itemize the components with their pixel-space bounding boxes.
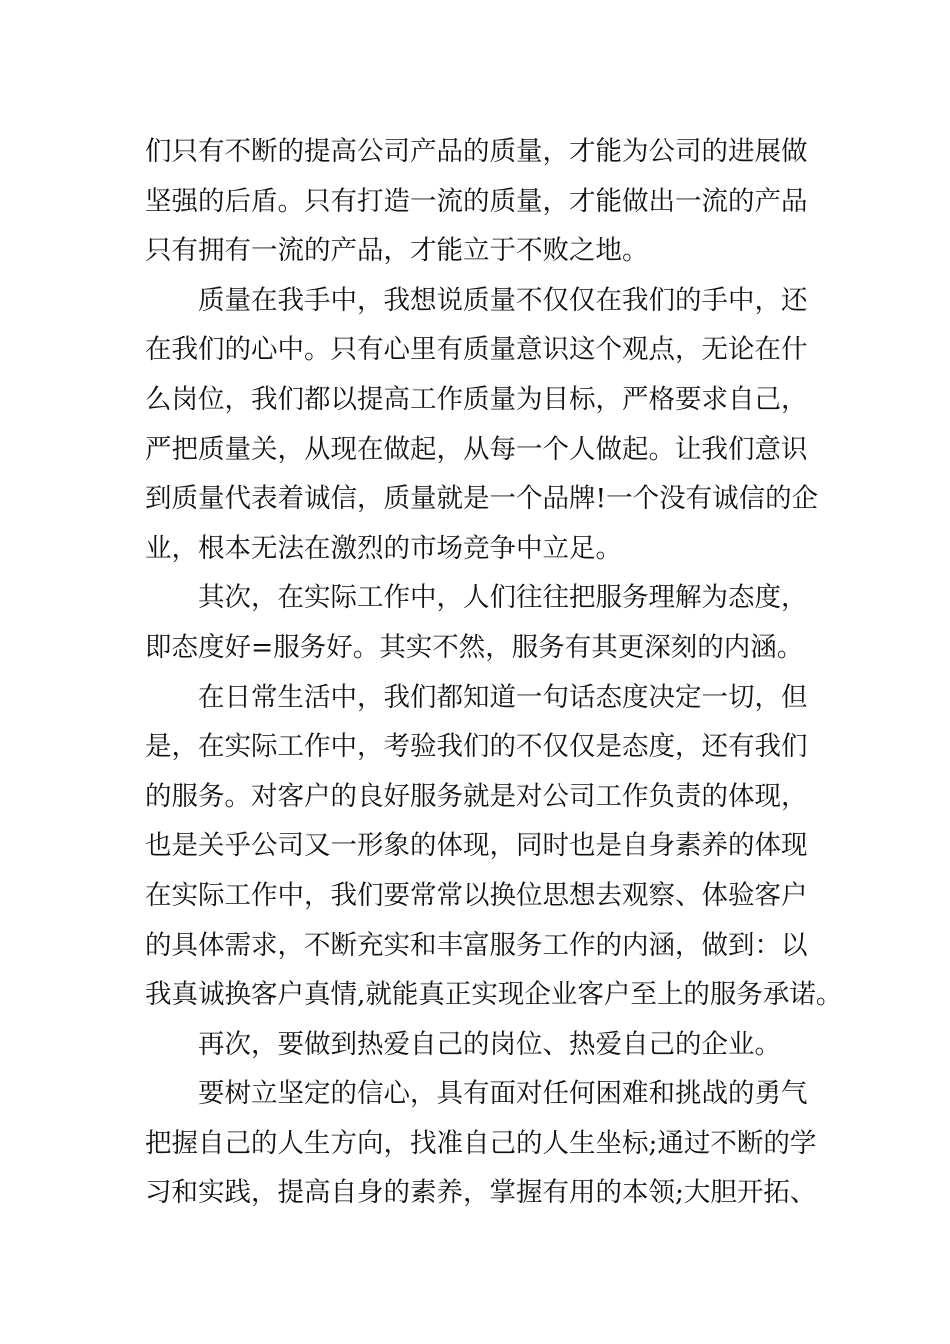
text-line: 只有拥有一流的产品，才能立于不败之地。 — [145, 235, 649, 267]
text-line: 把握自己的人生方向，找准自己的人生坐标;通过不断的学 — [145, 1127, 817, 1159]
text-line: 即态度好=服务好。其实不然，服务有其更深刻的内涵。 — [145, 631, 804, 663]
text-line: 到质量代表着诚信，质量就是一个品牌!一个没有诚信的企 — [145, 483, 819, 515]
text-line: 的服务。对客户的良好服务就是对公司工作负责的体现， — [145, 780, 808, 812]
paragraph-first-line: 要树立坚定的信心，具有面对任何困难和挑战的勇气 — [198, 1078, 808, 1110]
paragraph-first-line: 再次，要做到热爱自己的岗位、热爱自己的企业。 — [198, 1028, 781, 1060]
text-line: 我真诚换客户真情,就能真正实现企业客户至上的服务承诺。 — [145, 979, 843, 1011]
text-line: 业，根本无法在激烈的市场竞争中立足。 — [145, 532, 622, 564]
text-line: 么岗位，我们都以提高工作质量为目标，严格要求自己， — [145, 383, 808, 415]
text-line: 是，在实际工作中，考验我们的不仅仅是态度，还有我们 — [145, 731, 808, 763]
text-line: 坚强的后盾。只有打造一流的质量，才能做出一流的产品 — [145, 185, 808, 217]
text-line: 的具体需求，不断充实和丰富服务工作的内涵，做到：以 — [145, 929, 808, 961]
text-line: 也是关乎公司又一形象的体现，同时也是自身素养的体现 — [145, 830, 808, 862]
paragraph-first-line: 质量在我手中，我想说质量不仅仅在我们的手中，还 — [198, 284, 808, 316]
text-line: 们只有不断的提高公司产品的质量，才能为公司的进展做 — [145, 136, 808, 167]
text-line: 严把质量关，从现在做起，从每一个人做起。让我们意识 — [145, 433, 808, 465]
text-line: 在实际工作中，我们要常常以换位思想去观察、体验客户 — [145, 879, 808, 911]
paragraph-first-line: 其次，在实际工作中，人们往往把服务理解为态度， — [198, 582, 808, 614]
document-body — [145, 127, 843, 1218]
text-line: 习和实践，提高自身的素养，掌握有用的本领;大胆开拓、 — [145, 1177, 817, 1209]
paragraph-first-line: 在日常生活中，我们都知道一句话态度决定一切，但 — [198, 681, 808, 713]
text-line: 在我们的心中。只有心里有质量意识这个观点，无论在什 — [145, 334, 808, 366]
